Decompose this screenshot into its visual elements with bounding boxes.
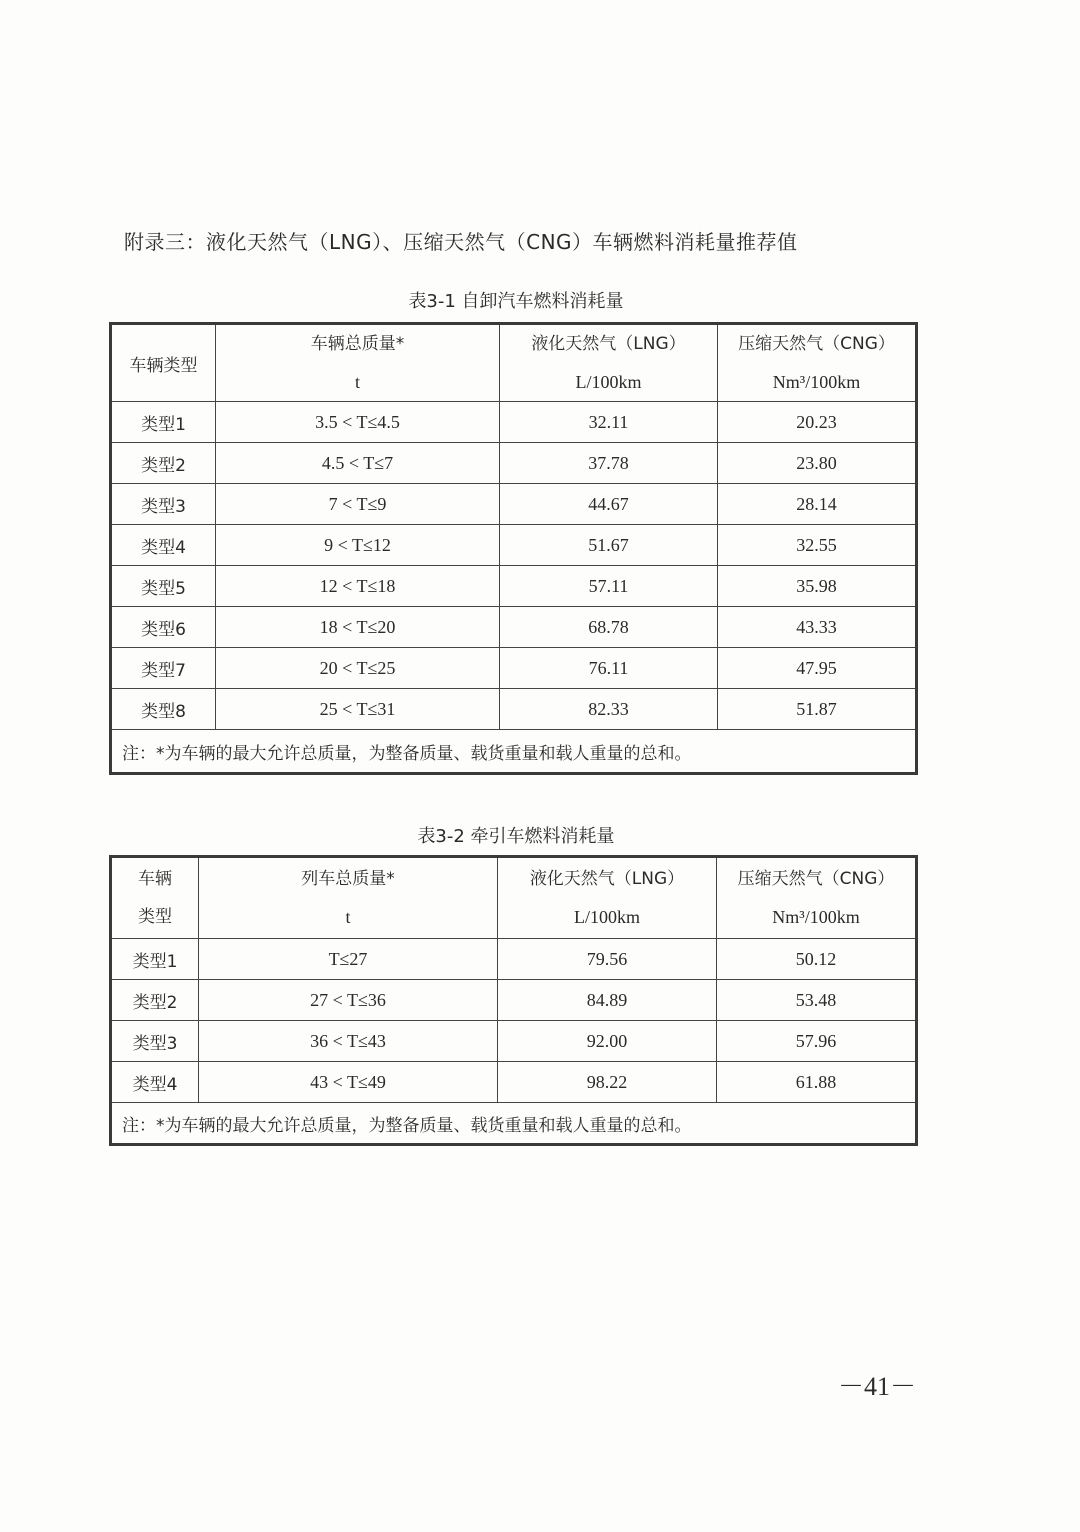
- table2-header-type-line1: 车辆: [138, 869, 172, 889]
- table-row: [111, 402, 917, 443]
- row-type: 类型2: [111, 980, 199, 1021]
- table-row: [111, 607, 917, 648]
- row-type: 类型1: [111, 402, 216, 443]
- table1-header-row: [111, 324, 917, 402]
- table-row: [111, 525, 917, 566]
- page-number: －41－: [838, 1372, 917, 1401]
- row-cng: 32.55: [718, 525, 917, 566]
- row-type: 类型8: [111, 689, 216, 730]
- row-lng: 37.78: [500, 443, 718, 484]
- row-cng: 51.87: [718, 689, 917, 730]
- row-mass: 27 < T≤36: [199, 980, 498, 1021]
- row-mass: 20 < T≤25: [216, 648, 500, 689]
- row-type: 类型7: [111, 648, 216, 689]
- table-row: [111, 648, 917, 689]
- row-mass: T≤27: [199, 939, 498, 980]
- table1-header-lng-label: 液化天然气（LNG）: [531, 334, 686, 354]
- table-row: [111, 1021, 917, 1062]
- row-mass: 36 < T≤43: [199, 1021, 498, 1062]
- dump-truck-fuel-table: [109, 322, 918, 775]
- table-row: [111, 566, 917, 607]
- row-cng: 53.48: [717, 980, 917, 1021]
- row-type: 类型3: [111, 484, 216, 525]
- row-cng: 47.95: [718, 648, 917, 689]
- table1-header-mass-unit: t: [354, 372, 360, 392]
- row-cng: 57.96: [717, 1021, 917, 1062]
- table1-header-mass: [216, 324, 500, 402]
- row-type: 类型4: [111, 1062, 199, 1103]
- row-cng: 20.23: [718, 402, 917, 443]
- row-lng: 84.89: [498, 980, 717, 1021]
- row-cng: 50.12: [717, 939, 917, 980]
- table2-header-mass-unit: t: [345, 907, 351, 927]
- table2-header-mass-label: 列车总质量*: [301, 869, 395, 889]
- row-cng: 35.98: [718, 566, 917, 607]
- row-mass: 18 < T≤20: [216, 607, 500, 648]
- row-type: 类型5: [111, 566, 216, 607]
- table-row: [111, 689, 917, 730]
- table2-header-cng-unit: Nm³/100km: [772, 907, 860, 927]
- table2-note-row: [111, 1103, 917, 1145]
- row-lng: 92.00: [498, 1021, 717, 1062]
- row-mass: 43 < T≤49: [199, 1062, 498, 1103]
- table1-caption: 表3-1 自卸汽车燃料消耗量: [408, 291, 624, 312]
- table2-header-lng-label: 液化天然气（LNG）: [529, 869, 685, 889]
- row-cng: 43.33: [718, 607, 917, 648]
- table1-header-cng-label: 压缩天然气（CNG）: [738, 334, 895, 354]
- table1-header-cng: [718, 324, 917, 402]
- row-lng: 68.78: [500, 607, 718, 648]
- row-lng: 76.11: [500, 648, 718, 689]
- row-type: 类型3: [111, 1021, 199, 1062]
- row-lng: 82.33: [500, 689, 718, 730]
- appendix-heading: 附录三：液化天然气（LNG）、压缩天然气（CNG）车辆燃料消耗量推荐值: [124, 230, 798, 254]
- table1-header-type: 车辆类型: [111, 324, 216, 402]
- row-lng: 32.11: [500, 402, 718, 443]
- row-mass: 4.5 < T≤7: [216, 443, 500, 484]
- table2-header-cng: [717, 857, 917, 939]
- row-type: 类型1: [111, 939, 199, 980]
- row-mass: 25 < T≤31: [216, 689, 500, 730]
- table1-note: 注：*为车辆的最大允许总质量，为整备质量、载货重量和载人重量的总和。: [111, 730, 917, 774]
- row-lng: 51.67: [500, 525, 718, 566]
- row-mass: 3.5 < T≤4.5: [216, 402, 500, 443]
- table1-header-lng-unit: L/100km: [575, 372, 642, 392]
- table2-note: 注：*为车辆的最大允许总质量，为整备质量、载货重量和载人重量的总和。: [111, 1103, 917, 1145]
- table2-header-type-line2: 类型: [138, 907, 172, 927]
- row-type: 类型2: [111, 443, 216, 484]
- row-cng: 23.80: [718, 443, 917, 484]
- table2-caption: 表3-2 牵引车燃料消耗量: [417, 826, 615, 847]
- table-row: [111, 980, 917, 1021]
- table-row: [111, 443, 917, 484]
- table1-header-lng: [500, 324, 718, 402]
- row-mass: 7 < T≤9: [216, 484, 500, 525]
- table2-header-lng-unit: L/100km: [574, 907, 640, 927]
- table2-header-row: [111, 857, 917, 939]
- row-lng: 44.67: [500, 484, 718, 525]
- table1-header-mass-label: 车辆总质量*: [310, 334, 405, 354]
- table2-header-type: [111, 857, 199, 939]
- row-lng: 57.11: [500, 566, 718, 607]
- row-mass: 9 < T≤12: [216, 525, 500, 566]
- table2-header-lng: [498, 857, 717, 939]
- table2-header-cng-label: 压缩天然气（CNG）: [737, 869, 895, 889]
- tractor-fuel-table: [109, 855, 918, 1146]
- row-lng: 98.22: [498, 1062, 717, 1103]
- table1-note-row: [111, 730, 917, 774]
- row-type: 类型4: [111, 525, 216, 566]
- row-mass: 12 < T≤18: [216, 566, 500, 607]
- table-row: [111, 1062, 917, 1103]
- table-row: [111, 484, 917, 525]
- row-lng: 79.56: [498, 939, 717, 980]
- table1-header-cng-unit: Nm³/100km: [772, 372, 861, 392]
- table2-header-mass: [199, 857, 498, 939]
- row-cng: 61.88: [717, 1062, 917, 1103]
- table-row: [111, 939, 917, 980]
- row-type: 类型6: [111, 607, 216, 648]
- row-cng: 28.14: [718, 484, 917, 525]
